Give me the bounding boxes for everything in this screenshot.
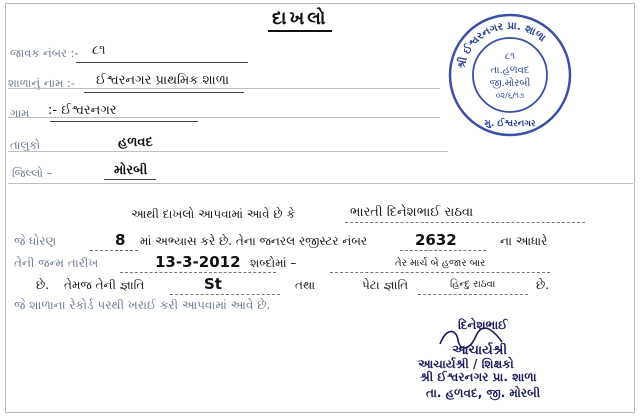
svg-text:શ્રી ઈશ્વરનગર પ્રા. શાળા [453, 20, 548, 70]
signature-school: શ્રી ઈશ્વરનગર પ્રા. શાળા [420, 370, 537, 384]
body-line-3-prefix: તેની જન્મ તારીખ [14, 256, 99, 270]
body-line-5: જે શાળાના રેકોર્ડ પરથી ખરાઈ કરી આપવામાં આવે છે. [14, 298, 271, 312]
body-line-2-prefix: જે ધોરણ [14, 234, 57, 248]
taluka-label: તાલુકો [10, 138, 41, 152]
standard-value: 8 [115, 231, 126, 249]
document-title: દાખલો [268, 8, 332, 32]
school-name-value: ઈશ્વરનગર પ્રાથમિક શાળા [96, 73, 230, 88]
signature-title: આચાર્યશ્રી [452, 343, 508, 358]
body-line-1-text: આથી દાખલો આપવામાં આવે છે કે [131, 207, 295, 221]
caste-underline [170, 294, 280, 295]
district-label: જિલ્લો – [12, 166, 53, 180]
body-line-2-suffix: ના આધારે [500, 234, 548, 248]
body-line-2-mid: માં અભ્યાસ કરે છે. તેના જનરલ રજીસ્ટર નંબર [140, 234, 368, 248]
register-underline [400, 250, 486, 251]
birth-date-words: તેર માર્ચ બે હજાર બાર [395, 258, 486, 269]
body-line-4-tatha: તથા [295, 278, 316, 292]
taluka-value: હળવદ [118, 135, 153, 150]
village-underline [50, 121, 198, 122]
body-line-3-mid: શબ્દોમાં – [250, 256, 297, 270]
words-underline [330, 272, 550, 273]
stamp-line-4: ૦૨/૬/૧૭ [495, 91, 525, 100]
school-underline [84, 92, 244, 93]
subcaste-value: હિન્દુ રાઠવા [450, 279, 496, 290]
stamp-line-3: જી.મોરબી [489, 78, 531, 89]
stamp-line-2: તા.હળવદ [490, 65, 530, 76]
stamp-line-1: ૮૧ [504, 51, 516, 62]
signature-place: તા. હળવદ, જી. મોરબી [426, 386, 541, 400]
birth-date: 13-3-2012 [155, 253, 241, 271]
body-line-4-end: છે. [536, 278, 550, 292]
subcaste-label: પેટા જ્ઞાતિ [362, 278, 409, 292]
village-label: ગામ [10, 106, 30, 120]
jawak-label: જાવક નંબર :- [10, 46, 79, 60]
village-value: :- ઈશ્વરનગર [48, 103, 117, 118]
caste-value: St [204, 275, 222, 293]
school-label: શાળાનું નામ :- [8, 76, 75, 90]
school-stamp [447, 12, 573, 138]
school-row-divider [8, 88, 440, 89]
district-value: મોરબી [114, 163, 148, 178]
taluka-row-divider [8, 151, 448, 152]
district-underline [104, 179, 156, 180]
birth-date-underline [120, 272, 276, 273]
jawak-underline [76, 62, 248, 63]
body-line-4-mid: તેમજ તેની જ્ઞાતિ [64, 278, 145, 292]
stamp-bottom-text: મુ. ઈશ્વરનગર [484, 119, 536, 129]
signature-role: આચાર્યશ્રી / શિક્ષકો [418, 357, 514, 371]
stamp-ring-text: શ્રી ઈશ્વરનગર પ્રા. શાળા [455, 19, 548, 70]
body-line-4-prefix: છે. [36, 278, 50, 292]
subcaste-underline [418, 294, 528, 295]
student-name: ભારતી દિનેશભાઈ રાઠવા [350, 205, 474, 220]
jawak-value: ૮૧ [92, 43, 106, 58]
village-row-divider [8, 117, 440, 118]
signature-name: દિનેશભાઈ [458, 318, 508, 332]
name-underline [345, 222, 585, 223]
header-section-divider [8, 183, 633, 184]
register-number: 2632 [415, 231, 457, 249]
standard-underline [90, 250, 138, 251]
